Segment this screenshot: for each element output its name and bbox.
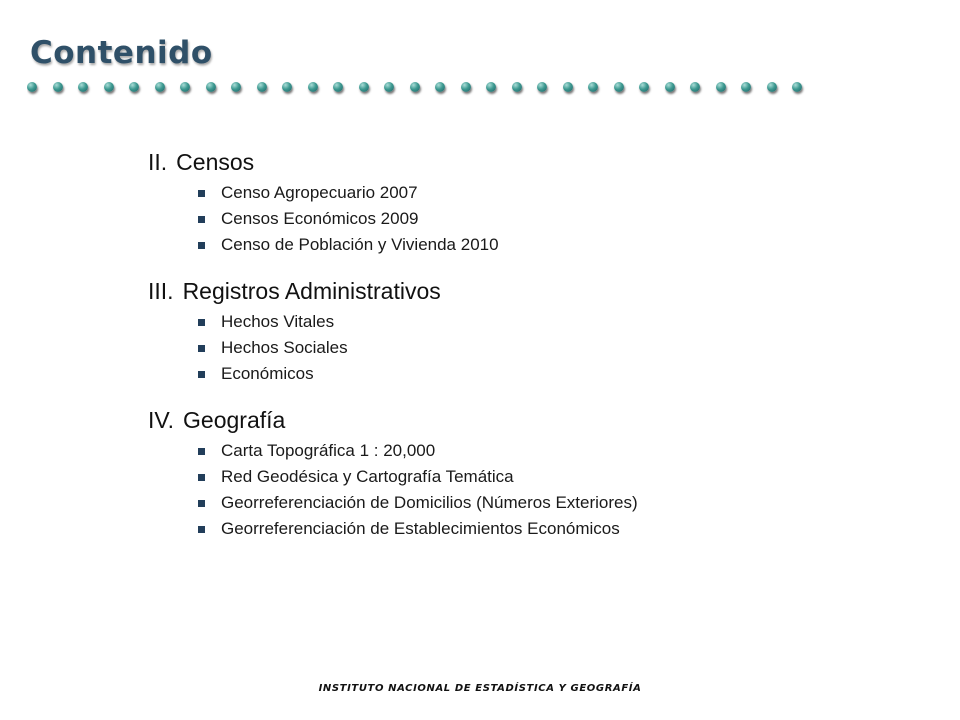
list-item — [198, 361, 848, 387]
divider-dot-icon — [257, 82, 267, 92]
square-bullet-icon — [198, 448, 205, 455]
list-item-text: Red Geodésica y Cartografía Temática — [221, 467, 514, 486]
square-bullet-icon — [198, 500, 205, 507]
list-item-text: Georreferenciación de Domicilios (Números Exteriores) — [221, 493, 638, 512]
section-title: Registros Administrativos — [182, 278, 441, 304]
section-title: Geografía — [183, 407, 286, 433]
section-heading — [148, 406, 848, 434]
list-item-text: Económicos — [221, 364, 314, 383]
divider-dot-icon — [690, 82, 700, 92]
divider-dot-icon — [282, 82, 292, 92]
section-censos — [148, 148, 848, 258]
list-item-text: Censos Económicos 2009 — [221, 209, 419, 228]
square-bullet-icon — [198, 345, 205, 352]
divider-dot-icon — [308, 82, 318, 92]
section-items — [148, 180, 848, 258]
divider-dot-icon — [486, 82, 496, 92]
list-item — [198, 180, 848, 206]
section-number: IV. — [148, 407, 175, 433]
section-title: Censos — [176, 149, 255, 175]
list-item — [198, 206, 848, 232]
list-item — [198, 464, 848, 490]
divider-dot-icon — [537, 82, 547, 92]
list-item — [198, 438, 848, 464]
section-number: III. — [148, 278, 174, 304]
footer-institution-text: INSTITUTO NACIONAL DE ESTADÍSTICA Y GEOGRAFÍA — [318, 683, 642, 694]
list-item-text: Censo Agropecuario 2007 — [221, 183, 418, 202]
section-heading — [148, 277, 848, 305]
list-item — [198, 309, 848, 335]
square-bullet-icon — [198, 190, 205, 197]
list-item-text: Georreferenciación de Establecimientos Económicos — [221, 519, 620, 538]
list-item-text: Hechos Vitales — [221, 312, 335, 331]
divider-dot-icon — [155, 82, 165, 92]
divider-dot-icon — [461, 82, 471, 92]
divider-dot-icon — [614, 82, 624, 92]
divider-dot-icon — [231, 82, 241, 92]
square-bullet-icon — [198, 216, 205, 223]
square-bullet-icon — [198, 242, 205, 249]
square-bullet-icon — [198, 474, 205, 481]
divider-dot-icon — [410, 82, 420, 92]
square-bullet-icon — [198, 319, 205, 326]
divider-dot-icon — [512, 82, 522, 92]
slide-title: Contenido — [30, 35, 213, 71]
divider-dot-icon — [435, 82, 445, 92]
divider-dot-icon — [639, 82, 649, 92]
content-outline — [148, 148, 848, 561]
section-heading — [148, 148, 848, 176]
list-item — [198, 232, 848, 258]
footer-institution-name — [0, 683, 960, 694]
list-item-text: Hechos Sociales — [221, 338, 348, 357]
section-geografia — [148, 406, 848, 542]
list-item-text: Censo de Población y Vivienda 2010 — [221, 235, 499, 254]
divider-dot-icon — [180, 82, 190, 92]
divider-dot-icon — [384, 82, 394, 92]
divider-dot-icon — [741, 82, 751, 92]
square-bullet-icon — [198, 526, 205, 533]
list-item — [198, 490, 848, 516]
divider-dot-icon — [792, 82, 802, 92]
square-bullet-icon — [198, 371, 205, 378]
section-items — [148, 438, 848, 542]
divider-dot-icon — [767, 82, 777, 92]
list-item — [198, 516, 848, 542]
divider-dot-icon — [104, 82, 114, 92]
section-number: II. — [148, 149, 168, 175]
list-item — [198, 335, 848, 361]
section-items — [148, 309, 848, 387]
divider-dot-icon — [27, 82, 37, 92]
divider-dot-icon — [359, 82, 369, 92]
divider-dot-icon — [333, 82, 343, 92]
divider-dot-icon — [78, 82, 88, 92]
divider-dot-icon — [129, 82, 139, 92]
divider-dot-icon — [563, 82, 573, 92]
divider-dot-icon — [53, 82, 63, 92]
list-item-text: Carta Topográfica 1 : 20,000 — [221, 441, 436, 460]
section-registros-administrativos — [148, 277, 848, 387]
dotted-divider — [27, 74, 937, 100]
divider-dot-icon — [665, 82, 675, 92]
divider-dot-icon — [206, 82, 216, 92]
divider-dot-icon — [716, 82, 726, 92]
divider-dot-icon — [588, 82, 598, 92]
